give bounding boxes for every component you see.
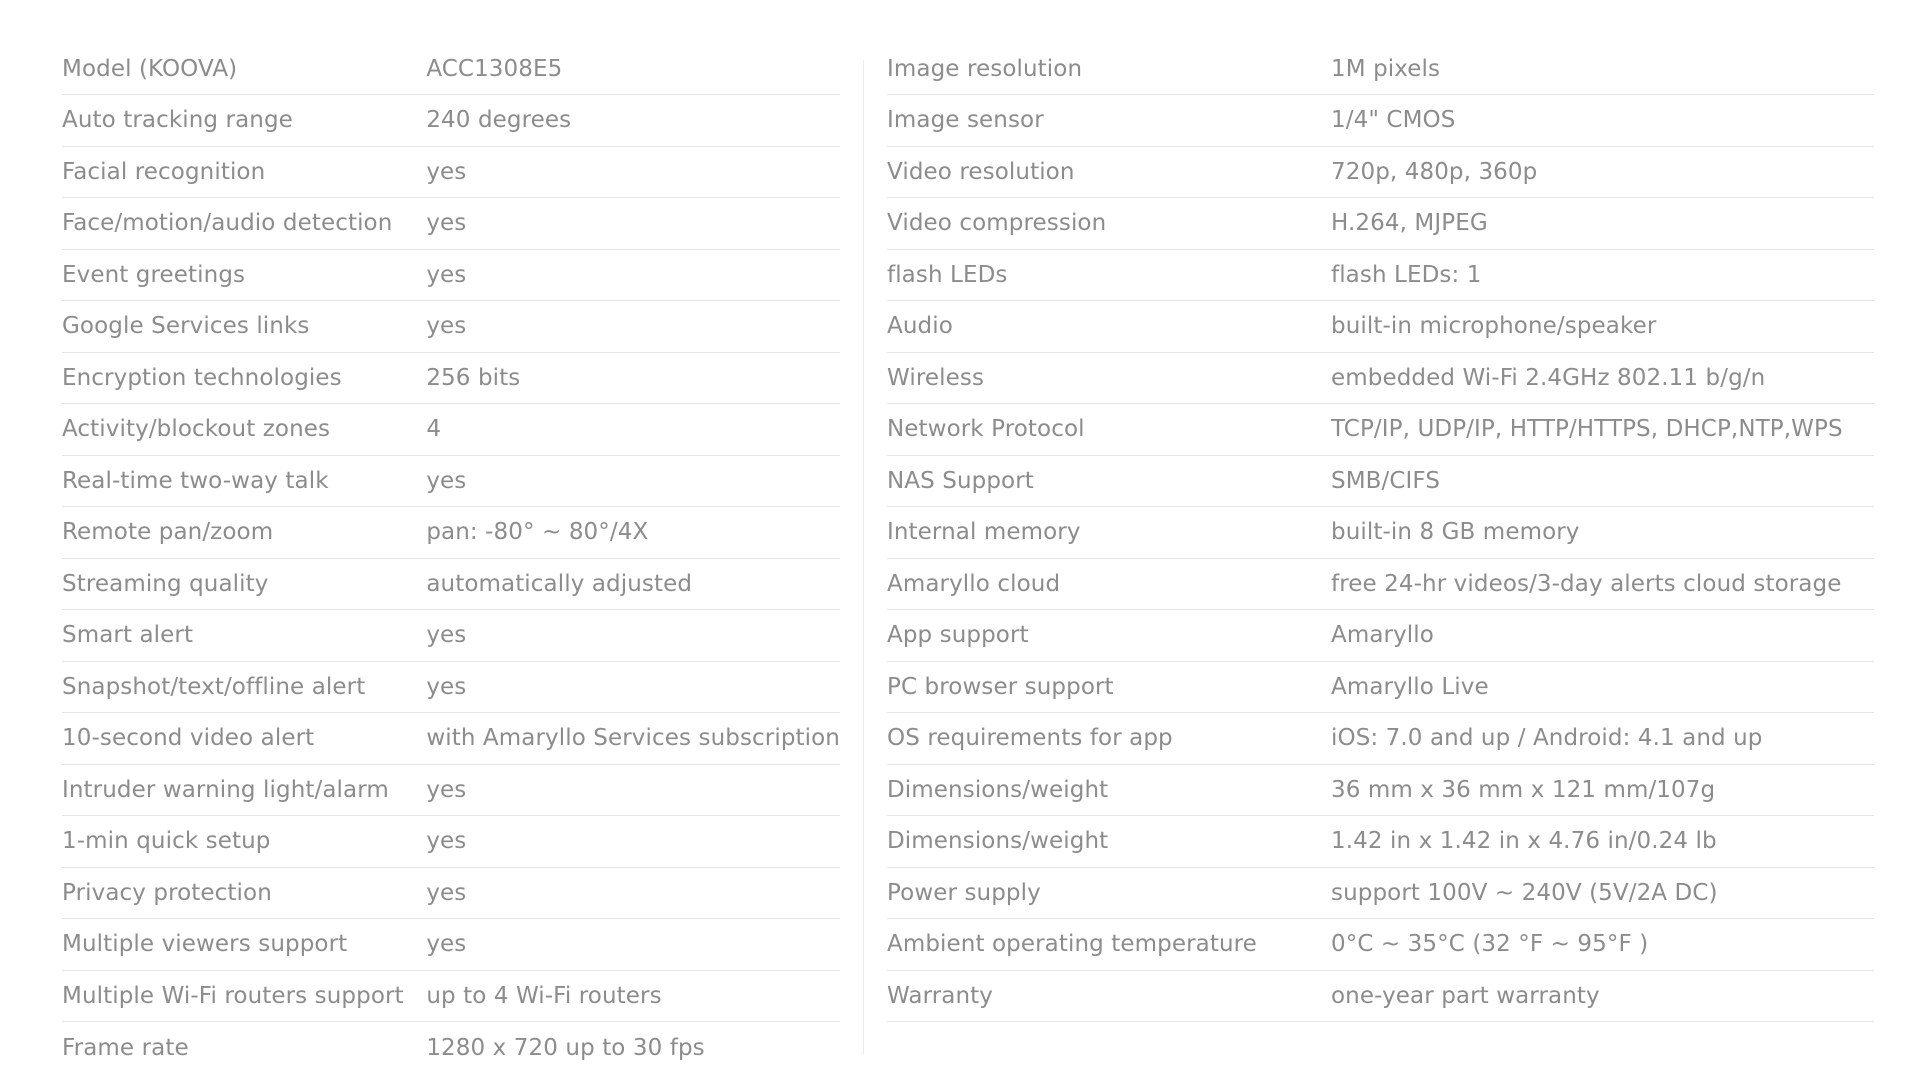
spec-value: yes <box>426 455 840 507</box>
spec-label: Image resolution <box>887 43 1331 95</box>
spec-table-right <box>887 43 1874 1022</box>
spec-row <box>62 867 840 919</box>
spec-label: Network Protocol <box>887 404 1331 456</box>
spec-value: yes <box>426 816 840 868</box>
spec-value: automatically adjusted <box>426 558 840 610</box>
spec-row <box>887 610 1874 662</box>
spec-row <box>62 661 840 713</box>
spec-label: PC browser support <box>887 661 1331 713</box>
spec-label: Audio <box>887 301 1331 353</box>
spec-value: 36 mm x 36 mm x 121 mm/107g <box>1331 764 1874 816</box>
spec-value: with Amaryllo Services subscription <box>426 713 840 765</box>
spec-row <box>62 404 840 456</box>
spec-value: TCP/IP, UDP/IP, HTTP/HTTPS, DHCP,NTP,WPS <box>1331 404 1874 456</box>
spec-row <box>62 970 840 1022</box>
spec-row <box>887 301 1874 353</box>
spec-row <box>887 558 1874 610</box>
spec-row <box>887 919 1874 971</box>
spec-label: Ambient operating temperature <box>887 919 1331 971</box>
spec-value: yes <box>426 919 840 971</box>
spec-row <box>62 610 840 662</box>
spec-label: Frame rate <box>62 1034 189 1061</box>
spec-row <box>62 43 840 95</box>
spec-value: 1/4" CMOS <box>1331 95 1874 147</box>
spec-value: built-in microphone/speaker <box>1331 301 1874 353</box>
spec-row <box>62 558 840 610</box>
spec-row <box>887 661 1874 713</box>
spec-value: 256 bits <box>426 352 840 404</box>
spec-value: 1280 x 720 up to 30 fps <box>426 1034 705 1061</box>
spec-value: yes <box>426 764 840 816</box>
spec-row <box>62 507 840 559</box>
spec-row <box>887 507 1874 559</box>
spec-value: H.264, MJPEG <box>1331 198 1874 250</box>
column-divider <box>863 60 864 1055</box>
spec-row <box>887 713 1874 765</box>
spec-row <box>887 95 1874 147</box>
spec-label: Dimensions/weight <box>887 764 1331 816</box>
spec-value: SMB/CIFS <box>1331 455 1874 507</box>
spec-label: Streaming quality <box>62 558 426 610</box>
spec-value: iOS: 7.0 and up / Android: 4.1 and up <box>1331 713 1874 765</box>
spec-value: Amaryllo Live <box>1331 661 1874 713</box>
spec-value: yes <box>426 249 840 301</box>
spec-value: yes <box>426 610 840 662</box>
spec-label: Video compression <box>887 198 1331 250</box>
spec-row <box>887 816 1874 868</box>
spec-label: Dimensions/weight <box>887 816 1331 868</box>
spec-row <box>62 713 840 765</box>
spec-label: Privacy protection <box>62 867 426 919</box>
spec-row <box>887 249 1874 301</box>
spec-value: Amaryllo <box>1331 610 1874 662</box>
spec-value: 1M pixels <box>1331 43 1874 95</box>
spec-label: Google Services links <box>62 301 426 353</box>
spec-row <box>887 404 1874 456</box>
spec-row <box>62 455 840 507</box>
spec-value: ACC1308E5 <box>426 43 840 95</box>
spec-row <box>887 764 1874 816</box>
spec-label: Model (KOOVA) <box>62 43 426 95</box>
spec-label: App support <box>887 610 1331 662</box>
spec-row <box>887 867 1874 919</box>
spec-row <box>62 816 840 868</box>
spec-value: flash LEDs: 1 <box>1331 249 1874 301</box>
spec-row <box>62 198 840 250</box>
spec-label: Snapshot/text/offline alert <box>62 661 426 713</box>
spec-value: one-year part warranty <box>1331 970 1874 1022</box>
spec-label: Amaryllo cloud <box>887 558 1331 610</box>
spec-value: yes <box>426 301 840 353</box>
spec-label: Image sensor <box>887 95 1331 147</box>
spec-row <box>62 352 840 404</box>
spec-label: Remote pan/zoom <box>62 507 426 559</box>
spec-value: free 24-hr videos/3-day alerts cloud storage <box>1331 558 1874 610</box>
spec-value: yes <box>426 198 840 250</box>
spec-value: yes <box>426 146 840 198</box>
spec-label: 1-min quick setup <box>62 816 426 868</box>
spec-label: Activity/blockout zones <box>62 404 426 456</box>
spec-value: support 100V ~ 240V (5V/2A DC) <box>1331 867 1874 919</box>
spec-label: Internal memory <box>887 507 1331 559</box>
spec-label: Encryption technologies <box>62 352 426 404</box>
spec-label: Video resolution <box>887 146 1331 198</box>
spec-label: flash LEDs <box>887 249 1331 301</box>
spec-label: Real-time two-way talk <box>62 455 426 507</box>
spec-row <box>62 919 840 971</box>
spec-value: yes <box>426 661 840 713</box>
spec-row <box>887 146 1874 198</box>
spec-value: 0°C ~ 35°C (32 °F ~ 95°F ) <box>1331 919 1874 971</box>
spec-row <box>62 95 840 147</box>
spec-label: Face/motion/audio detection <box>62 198 426 250</box>
spec-row <box>62 249 840 301</box>
spec-label: Multiple Wi-Fi routers support <box>62 970 426 1022</box>
spec-label: NAS Support <box>887 455 1331 507</box>
spec-row <box>887 970 1874 1022</box>
spec-label: OS requirements for app <box>887 713 1331 765</box>
spec-row <box>887 352 1874 404</box>
spec-label: Multiple viewers support <box>62 919 426 971</box>
spec-row <box>62 146 840 198</box>
spec-label: Intruder warning light/alarm <box>62 764 426 816</box>
spec-value: 1.42 in x 1.42 in x 4.76 in/0.24 lb <box>1331 816 1874 868</box>
spec-value: embedded Wi-Fi 2.4GHz 802.11 b/g/n <box>1331 352 1874 404</box>
spec-label: Auto tracking range <box>62 95 426 147</box>
spec-label: Smart alert <box>62 610 426 662</box>
spec-row <box>62 1022 840 1074</box>
spec-value: built-in 8 GB memory <box>1331 507 1874 559</box>
spec-table-left <box>62 43 840 1073</box>
spec-value: up to 4 Wi-Fi routers <box>426 970 840 1022</box>
spec-value: 720p, 480p, 360p <box>1331 146 1874 198</box>
spec-row <box>62 764 840 816</box>
spec-label: 10-second video alert <box>62 713 426 765</box>
spec-row <box>887 455 1874 507</box>
spec-row <box>887 198 1874 250</box>
spec-label: Event greetings <box>62 249 426 301</box>
spec-table-right-body <box>887 43 1874 1022</box>
spec-label: Power supply <box>887 867 1331 919</box>
spec-label: Wireless <box>887 352 1331 404</box>
spec-label: Facial recognition <box>62 146 426 198</box>
spec-value: 240 degrees <box>426 95 840 147</box>
spec-value: 4 <box>426 404 840 456</box>
spec-label: Warranty <box>887 970 1331 1022</box>
spec-row <box>887 43 1874 95</box>
spec-value: yes <box>426 867 840 919</box>
spec-value: pan: -80° ~ 80°/4X <box>426 507 840 559</box>
spec-table-left-body <box>62 43 840 1073</box>
spec-row <box>62 301 840 353</box>
